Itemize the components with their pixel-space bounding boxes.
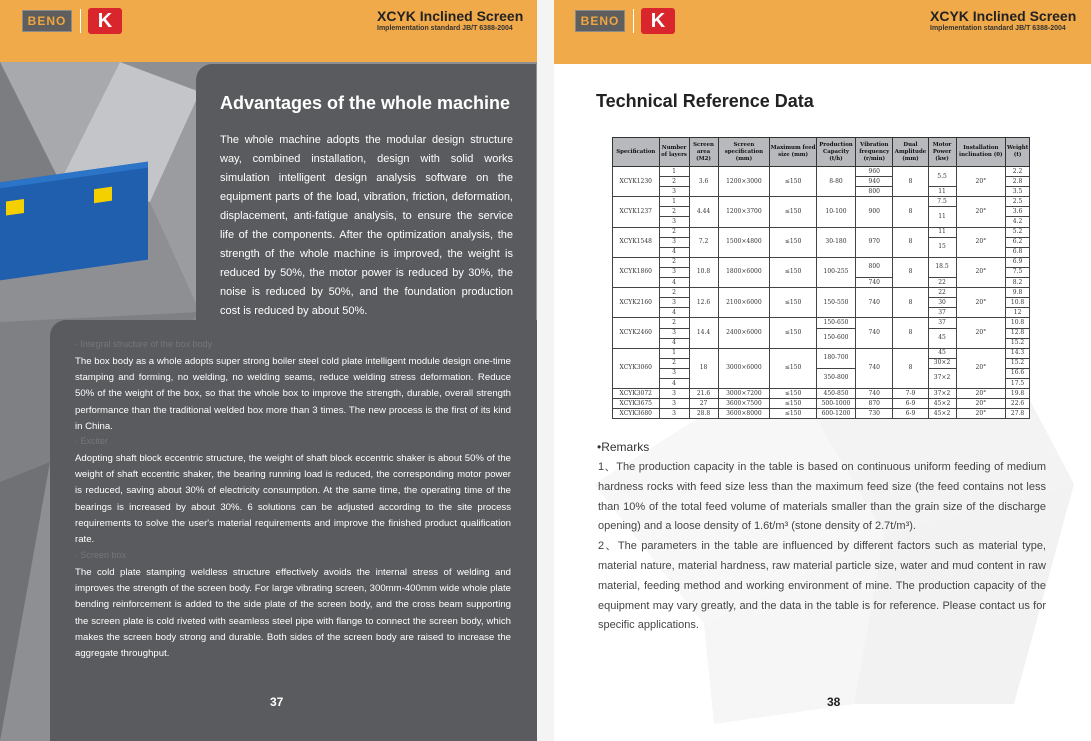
table-cell: XCYK3072 (613, 389, 660, 399)
table-cell: 800 (856, 187, 893, 197)
table-cell: 1800×6000 (718, 257, 770, 287)
table-cell: ≤150 (770, 389, 817, 399)
logo-divider (633, 9, 634, 33)
table-cell: 37×2 (928, 389, 956, 399)
table-cell: 8 (893, 318, 928, 348)
beno-logo: BENO (575, 10, 625, 32)
table-header-cell: Dual Amplitude (mm) (893, 138, 928, 167)
table-cell: 8-80 (816, 167, 855, 197)
table-row (613, 197, 1030, 207)
table-cell: 2 (659, 358, 689, 368)
remarks-title: •Remarks (597, 440, 650, 454)
table-header-cell: Installation inclination (0) (956, 138, 1006, 167)
table-cell: 4 (659, 378, 689, 388)
table-cell: 8 (893, 288, 928, 318)
table-cell: 2 (659, 177, 689, 187)
table-cell: ≤150 (770, 257, 817, 287)
table-cell: 22 (928, 288, 956, 298)
table-cell: 150-550 (816, 288, 855, 318)
table-cell: 7.2 (689, 227, 718, 257)
advantages-body: The whole machine adopts the modular design structure way, combined installation, design with solid works simulation intelligent design analysis software on the equipment parts of the load, vibration, friction, deformation, displacement, anti-fatigue analysis, to ensure the service life of the components. After the optimization analysis, the strength of the whole machine is improved, the weight is reduced by 50%, the motor power is reduced by 30%, the noise is reduced by 50%, and the foundation production cost is reduced by about 50%. (220, 134, 513, 317)
table-cell: 8 (893, 167, 928, 197)
table-header-cell: Screen specification (mm) (718, 138, 770, 167)
table-cell: 30-180 (816, 227, 855, 257)
table-row (613, 318, 1030, 328)
table-cell: 450-850 (816, 389, 855, 399)
table-cell: 3 (659, 399, 689, 409)
page-header (377, 8, 523, 32)
table-cell: 7.5 (1006, 267, 1030, 277)
table-cell: 3.6 (689, 167, 718, 197)
table-cell: 6.2 (1006, 237, 1030, 247)
table-cell: 3 (659, 298, 689, 308)
table-cell: ≤150 (770, 409, 817, 419)
header-subtitle: Implementation standard JB/T 6388-2004 (930, 25, 1066, 32)
beno-logo: BENO (22, 10, 72, 32)
table-header-cell: Screen area (M2) (689, 138, 718, 167)
table-cell: 1200×3700 (718, 197, 770, 227)
table-cell: 2100×6000 (718, 288, 770, 318)
table-cell: 5.2 (1006, 227, 1030, 237)
table-cell: 18.5 (928, 257, 956, 277)
table-cell: 10.8 (1006, 298, 1030, 308)
table-cell: 800 (856, 257, 893, 277)
table-cell: 740 (856, 318, 893, 348)
table-cell: 4 (659, 247, 689, 257)
header-subtitle: Implementation standard JB/T 6388-2004 (377, 25, 513, 32)
table-cell: 15.2 (1006, 338, 1030, 348)
section-title-screen-box: · Screen box (75, 550, 127, 560)
table-cell: ≤150 (770, 288, 817, 318)
machine-label-plate (6, 199, 24, 216)
table-cell: 14.4 (689, 318, 718, 348)
table-cell: 3 (659, 409, 689, 419)
table-cell: 17.5 (1006, 378, 1030, 388)
table-header-cell: Production Capacity (t/h) (816, 138, 855, 167)
section-body-exciter: Adopting shaft block eccentric structure, the weight of shaft block eccentric shaker is about 50% of the weight of shaft eccentric shaker, the bearing running load is reduced, the corresponding motor power is reduced, saving about 30% of electricity consumption. At the same time, the operating time of the bearings is increased by about 30%. 6 solutions can be adjusted according to the site process requirements to solve the user's material requirements and improve the finished product qualification rate. (75, 453, 511, 546)
left-page (0, 0, 537, 741)
table-cell: 8 (893, 257, 928, 287)
table-cell: 20° (956, 227, 1006, 257)
table-cell: 970 (856, 227, 893, 257)
table-cell: 19.8 (1006, 389, 1030, 399)
table-header-cell: Specification (613, 138, 660, 167)
table-row (613, 288, 1030, 298)
table-cell: 10.8 (689, 257, 718, 287)
table-cell: 8.2 (1006, 278, 1030, 288)
table-cell: 10.8 (1006, 318, 1030, 328)
table-cell: 8 (893, 197, 928, 227)
table-cell: 8 (893, 227, 928, 257)
table-cell: 3 (659, 237, 689, 247)
table-cell: 20° (956, 389, 1006, 399)
table-cell: 3600×7500 (718, 399, 770, 409)
table-cell: 150-600 (816, 328, 855, 348)
table-cell: 7.5 (928, 197, 956, 207)
table-cell: XCYK2460 (613, 318, 660, 348)
table-cell: 740 (856, 288, 893, 318)
table-cell: 12 (1006, 308, 1030, 318)
table-header-cell: Weight (t) (1006, 138, 1030, 167)
table-cell: 11 (928, 207, 956, 227)
table-cell: 6-9 (893, 399, 928, 409)
table-cell: 11 (928, 227, 956, 237)
table-cell: 1 (659, 197, 689, 207)
table-cell: 20° (956, 348, 1006, 388)
table-cell: 4 (659, 308, 689, 318)
table-header-cell: Motor Power (kw) (928, 138, 956, 167)
table-cell: 45 (928, 348, 956, 358)
page-gutter (537, 0, 554, 741)
table-cell: 2 (659, 227, 689, 237)
table-row (613, 399, 1030, 409)
table-row (613, 389, 1030, 399)
table-cell: XCYK1860 (613, 257, 660, 287)
table-cell: 6-9 (893, 409, 928, 419)
table-row (613, 167, 1030, 177)
table-cell: 45 (928, 328, 956, 348)
table-cell: 12.6 (689, 288, 718, 318)
table-cell: 3 (659, 328, 689, 338)
table-cell: 180-700 (816, 348, 855, 368)
section-title-box-body: · Integral structure of the box body (75, 339, 213, 349)
logo-divider (80, 9, 81, 33)
table-cell: 20° (956, 399, 1006, 409)
table-cell: 740 (856, 278, 893, 288)
table-cell: XCYK2160 (613, 288, 660, 318)
table-cell: 3 (659, 368, 689, 378)
table-cell: 350-800 (816, 368, 855, 388)
table-cell: 11 (928, 187, 956, 197)
table-cell: 3000×7200 (718, 389, 770, 399)
table-cell: 20° (956, 288, 1006, 318)
table-cell: 9.8 (1006, 288, 1030, 298)
table-cell: 600-1200 (816, 409, 855, 419)
header-title: XCYK Inclined Screen (377, 8, 524, 24)
table-cell: 1500×4800 (718, 227, 770, 257)
remark-1: 1、The production capacity in the table is based on continuous uniform feeding of medium hardness rocks with feed size less than the maximum feed size (the feed contains not less than 10% of the total feed volume of materials smaller than the grain size of the discharge opening) and a loose density of 1.6t/m³ (stone density of 2.7t/m³). (598, 461, 1046, 533)
table-cell: 28.8 (689, 409, 718, 419)
table-cell: ≤150 (770, 227, 817, 257)
table-cell: 740 (856, 389, 893, 399)
table-cell: ≤150 (770, 348, 817, 388)
table-cell: 150-650 (816, 318, 855, 328)
table-cell: 3 (659, 267, 689, 277)
table-cell: 27 (689, 399, 718, 409)
table-cell: XCYK3060 (613, 348, 660, 388)
table-cell: XCYK1548 (613, 227, 660, 257)
table-row (613, 257, 1030, 267)
table-cell: 3 (659, 389, 689, 399)
table-cell: XCYK1237 (613, 197, 660, 227)
k-logo: K (641, 8, 675, 34)
table-cell: 21.6 (689, 389, 718, 399)
table-header-cell: Maximum feed size (mm) (770, 138, 817, 167)
advantages-title: Advantages of the whole machine (220, 93, 511, 113)
table-cell: 3.6 (1006, 207, 1030, 217)
table-cell: 730 (856, 409, 893, 419)
table-cell: 2 (659, 288, 689, 298)
table-cell: 4 (659, 338, 689, 348)
table-cell: 3600×8000 (718, 409, 770, 419)
table-cell: 16.6 (1006, 368, 1030, 378)
table-cell: 740 (856, 348, 893, 388)
table-cell: ≤150 (770, 318, 817, 348)
header-title: XCYK Inclined Screen (930, 8, 1077, 24)
spec-table (612, 137, 1030, 419)
section-title-exciter: · Exciter (75, 436, 109, 446)
table-cell: 900 (856, 197, 893, 227)
table-cell: 20° (956, 257, 1006, 287)
page-header (930, 8, 1076, 32)
table-cell: 45×2 (928, 409, 956, 419)
table-cell: 45×2 (928, 399, 956, 409)
page-number: 38 (827, 695, 841, 709)
table-cell: 20° (956, 197, 1006, 227)
table-cell: ≤150 (770, 399, 817, 409)
table-cell: 1 (659, 167, 689, 177)
table-cell: 7-9 (893, 389, 928, 399)
table-header-cell: Number of layers (659, 138, 689, 167)
brand-logos (575, 8, 675, 34)
table-cell: 30 (928, 298, 956, 308)
table-cell: 3.5 (1006, 187, 1030, 197)
table-cell: 37×2 (928, 368, 956, 388)
section-body-screen-box: The cold plate stamping weldless structure effectively avoids the internal stress of welding and improves the strength of the screen body. For large vibrating screen, 300mm-400mm wide whole plate bending reinforcement is added to the side plate of the screen body, and the cross beam supporting the screen plate is cold riveted with seamless steel pipe with flange to connect the screen body, which makes the screen body strong and durable. Both sides of the screen body are raised to increase the aggregate throughput. (75, 567, 511, 660)
table-cell: 2 (659, 257, 689, 267)
table-cell: 15.2 (1006, 358, 1030, 368)
page-number: 37 (270, 695, 284, 709)
table-cell: 20° (956, 167, 1006, 197)
table-cell: 4.2 (1006, 217, 1030, 227)
table-cell: 3 (659, 187, 689, 197)
remark-2: 2、The parameters in the table are influenced by different factors such as material type, material nature, material hardness, raw material particle size, water and mud content in raw material, feeding method and working environment of mine. The production capacity of the equipment may vary greatly, and the data in the table is for reference. Please contact us for specific applications. (598, 540, 1046, 632)
remarks-body (598, 458, 1046, 636)
table-cell: 27.8 (1006, 409, 1030, 419)
table-cell: 4 (659, 278, 689, 288)
table-cell: 100-255 (816, 257, 855, 287)
table-cell: XCYK3680 (613, 409, 660, 419)
table-cell: 37 (928, 318, 956, 328)
table-cell: 30×2 (928, 358, 956, 368)
table-cell: 3000×6000 (718, 348, 770, 388)
table-cell: 2400×6000 (718, 318, 770, 348)
table-cell: 3 (659, 217, 689, 227)
table-cell: 2.2 (1006, 167, 1030, 177)
table-cell: XCYK3675 (613, 399, 660, 409)
table-cell: 22 (928, 278, 956, 288)
table-row (613, 409, 1030, 419)
table-cell: 12.8 (1006, 328, 1030, 338)
table-row (613, 348, 1030, 358)
table-cell: 10-100 (816, 197, 855, 227)
table-cell: 6.9 (1006, 257, 1030, 267)
table-header-cell: Vibration frequency (r/min) (856, 138, 893, 167)
table-cell: 6.8 (1006, 247, 1030, 257)
table-cell: 1 (659, 348, 689, 358)
table-cell: ≤150 (770, 167, 817, 197)
table-cell: 22.6 (1006, 399, 1030, 409)
table-cell: 870 (856, 399, 893, 409)
table-cell: 4.44 (689, 197, 718, 227)
table-cell: 2.8 (1006, 177, 1030, 187)
table-cell: 5.5 (928, 167, 956, 187)
table-cell: 960 (856, 167, 893, 177)
tech-data-title: Technical Reference Data (596, 91, 814, 111)
table-cell: XCYK1230 (613, 167, 660, 197)
right-page (554, 0, 1091, 741)
table-cell: 14.3 (1006, 348, 1030, 358)
table-cell: 940 (856, 177, 893, 187)
table-cell: ≤150 (770, 197, 817, 227)
screen-machine-illustration (0, 162, 148, 281)
section-body-box-body: The box body as a whole adopts super strong boiler steel cold plate intelligent module design one-time stamping and forming, no welding, no welding seams, reduce welding stress deformation. Reduce 50% of the weight of the box, so that the whole box to improve the strength, durable, overall strength performance than the traditional welded box more than 3 times. The new process is the first of its kind in China. (75, 356, 511, 432)
brand-logos (22, 8, 122, 34)
table-row (613, 227, 1030, 237)
table-cell: 1200×3000 (718, 167, 770, 197)
table-cell: 2.5 (1006, 197, 1030, 207)
table-cell: 15 (928, 237, 956, 257)
table-cell: 20° (956, 409, 1006, 419)
table-cell: 20° (956, 318, 1006, 348)
table-cell: 2 (659, 318, 689, 328)
machine-label-plate (94, 187, 112, 204)
table-cell: 500-1000 (816, 399, 855, 409)
table-cell: 18 (689, 348, 718, 388)
table-cell: 37 (928, 308, 956, 318)
table-cell: 8 (893, 348, 928, 388)
table-header-row (613, 138, 1030, 167)
table-cell: 2 (659, 207, 689, 217)
k-logo: K (88, 8, 122, 34)
